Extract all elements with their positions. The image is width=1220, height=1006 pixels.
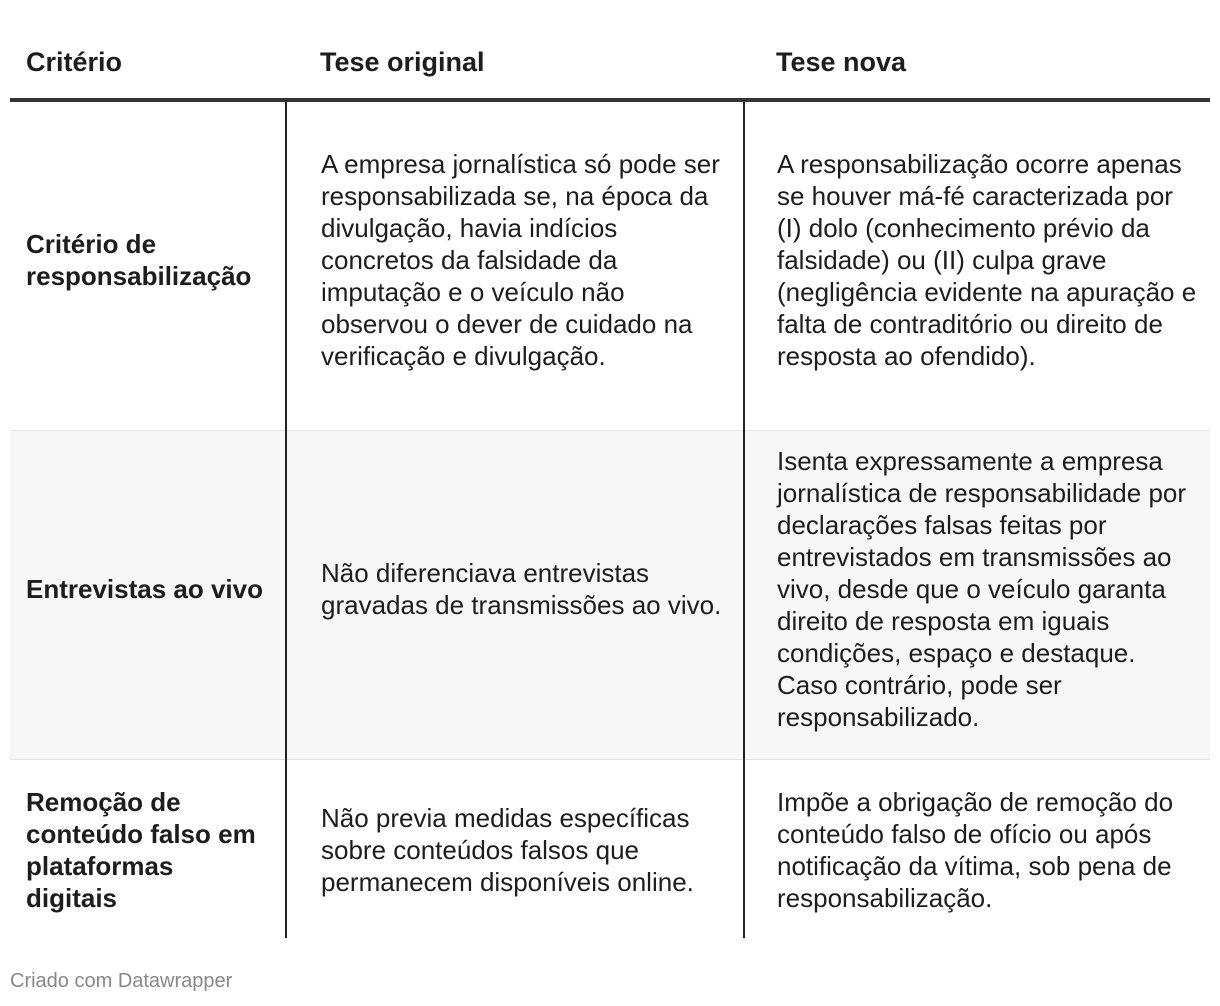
table-row	[10, 431, 1210, 760]
header-tese-nova: Tese nova	[744, 26, 1210, 100]
comparison-table	[10, 26, 1210, 938]
table-row	[10, 100, 1210, 431]
header-criterio: Critério	[10, 26, 286, 100]
cell-tese-original: Não previa medidas específicas sobre conteúdos falsos que permanecem disponíveis online.	[286, 760, 744, 939]
cell-tese-nova: Impõe a obrigação de remoção do conteúdo falso de ofício ou após notificação da vítima, sob pena de responsabilização.	[744, 760, 1210, 939]
cell-tese-nova: Isenta expressamente a empresa jornalística de responsabilidade por declarações falsas feitas por entrevistados em transmissões ao vivo, desde que o veículo garanta direito de resposta em iguais condições, espaço e destaque. Caso contrário, pode ser responsabilizado.	[744, 431, 1210, 760]
table-header-row	[10, 26, 1210, 100]
header-tese-original: Tese original	[286, 26, 744, 100]
cell-criterio: Critério de responsabilização	[10, 100, 286, 431]
cell-tese-original: A empresa jornalística só pode ser responsabilizada se, na época da divulgação, havia indícios concretos da falsidade da imputação e o veículo não observou o dever de cuidado na verificação e divulgação.	[286, 100, 744, 431]
table-row	[10, 760, 1210, 939]
cell-tese-nova: A responsabilização ocorre apenas se houver má-fé caracterizada por (I) dolo (conhecimento prévio da falsidade) ou (II) culpa grave (negligência evidente na apuração e falta de contraditório ou direito de resposta ao ofendido).	[777, 149, 1197, 371]
cell-criterio: Entrevistas ao vivo	[10, 431, 286, 760]
datawrapper-credit: Criado com Datawrapper	[10, 970, 233, 992]
cell-tese-original: Não diferenciava entrevistas gravadas de transmissões ao vivo.	[286, 431, 744, 760]
cell-criterio: Remoção de conteúdo falso em plataformas digitais	[10, 760, 286, 939]
